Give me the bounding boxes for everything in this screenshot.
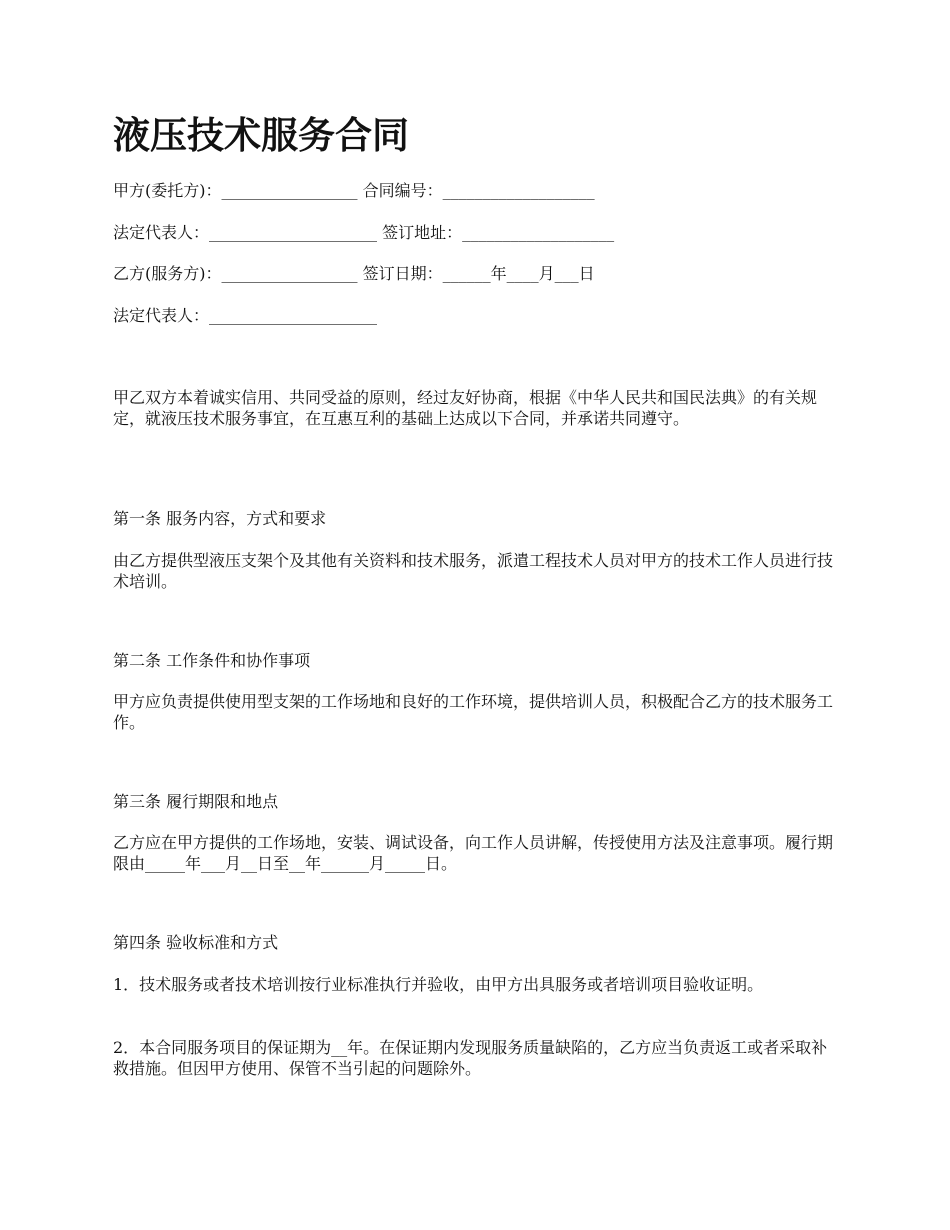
- article-2-paragraph-1: 甲方应负责提供使用型支架的工作场地和良好的工作环境，提供培训人员，积极配合乙方的技术服务工作。: [113, 692, 834, 732]
- header-row-3: [113, 263, 595, 285]
- article-3-heading: 第三条 履行期限和地点: [113, 792, 279, 811]
- article-4-paragraph-2: 2．本合同服务项目的保证期为__年。在保证期内发现服务质量缺陷的，乙方应当负责返工或者采取补救措施。但因甲方使用、保管不当引起的问题除外。: [113, 1038, 828, 1078]
- header-row-1: [113, 180, 595, 202]
- party-b-field: 乙方(服务方)：_________________: [113, 264, 358, 283]
- article-4-heading: 第四条 验收标准和方式: [113, 933, 279, 952]
- sign-date-field: 签订日期：______年____月___日: [362, 264, 595, 283]
- article-3-paragraph-1: 乙方应在甲方提供的工作场地，安装、调试设备，向工作人员讲解，传授使用方法及注意事项。履行期限由_____年___月__日至__年______月_____日。: [113, 833, 834, 873]
- header-row-2: [113, 222, 614, 244]
- preamble-paragraph: 甲乙双方本着诚实信用、共同受益的原则，经过友好协商，根据《中华人民共和国民法典》的有关规定，就液压技术服务事宜，在互惠互利的基础上达成以下合同，并承诺共同遵守。: [113, 388, 818, 428]
- contract-number-field: 合同编号：___________________: [362, 181, 595, 200]
- article-2-heading: 第二条 工作条件和协作事项: [113, 651, 311, 670]
- article-1-heading: 第一条 服务内容，方式和要求: [113, 509, 327, 528]
- document-title: 液压技术服务合同: [113, 114, 409, 157]
- article-4-paragraph-1: 1．技术服务或者技术培训按行业标准执行并验收，由甲方出具服务或者培训项目验收证明。: [113, 975, 764, 994]
- header-row-4: [113, 305, 377, 327]
- sign-address-field: 签订地址：___________________: [382, 223, 615, 242]
- article-1-paragraph-1: 由乙方提供型液压支架个及其他有关资料和技术服务，派遣工程技术人员对甲方的技术工作人员进行技术培训。: [113, 551, 834, 591]
- legal-rep-b-field: 法定代表人：_____________________: [113, 306, 378, 325]
- legal-rep-a-field: 法定代表人：_____________________: [113, 223, 378, 242]
- party-a-field: 甲方(委托方)：_________________: [113, 181, 358, 200]
